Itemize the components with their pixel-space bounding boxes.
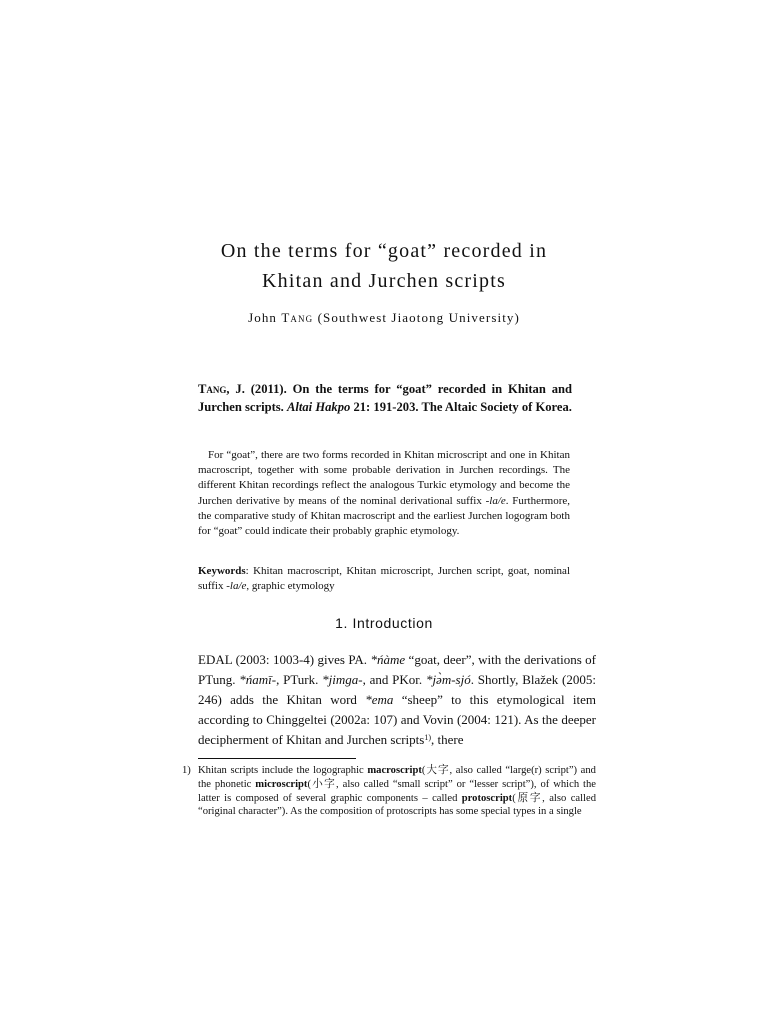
keywords-label: Keywords (198, 565, 246, 577)
abstract (198, 448, 570, 539)
footnote-text-3: (小字, also called “small script” or “lesser script”), of which the latter is composed of several graphic components – called (198, 778, 597, 804)
title-line-2: Khitan and Jurchen scripts (262, 270, 506, 292)
intro-form-2: *ńamī- (239, 672, 277, 687)
footnote-term-protoscript: protoscript (461, 792, 513, 804)
citation-author: Tang (198, 382, 227, 396)
intro-form-4: *jǝ̀m-sjó (425, 672, 471, 687)
keywords (198, 564, 570, 594)
footnote-number: 1) (182, 765, 191, 776)
intro-text-2: “goat, deer”, with the derivations of PTung. (198, 652, 596, 687)
citation-block (198, 380, 572, 416)
footnote-divider (198, 758, 356, 759)
author-last-name: Tang (281, 310, 314, 325)
citation-text: , J. (2011). On the terms for “goat” recorded in Khitan and Jurchen scripts. (198, 382, 572, 414)
author-line (150, 308, 618, 328)
keywords-list: : Khitan macroscript, Khitan microscript, Jurchen script, goat, nominal suffix (198, 565, 570, 593)
section-heading: 1. Introduction (335, 615, 433, 631)
intro-text-6: “sheep” to this etymological item according to Chinggeltei (2002a: 107) and Vovin (2004: 121). As the deeper decipherment of Khitan and Jurchen scripts (198, 692, 597, 747)
footnote (182, 764, 596, 819)
keywords-suffix: -la/e (226, 580, 247, 593)
abstract-text-1: For “goat”, there are two forms recorded in Khitan microscript and one in Khitan macroscript, together with some probable derivation in Jurchen recordings. The different Khitan recordings reflect the analogous Turkic etymology and become the Jurchen derivative by means of the nominal derivational suffix (198, 449, 570, 507)
author-affiliation: (Southwest Jiaotong University) (313, 310, 520, 325)
paper-title (150, 236, 618, 296)
footnote-text-1: Khitan scripts include the logographic (198, 765, 368, 776)
citation-journal: Altai Hakpo (286, 400, 351, 414)
citation-issue: 21: 191-203. The Altaic Society of Korea. (350, 400, 572, 414)
intro-form-5: *ema (365, 692, 394, 707)
abstract-text-2: . Furthermore, the comparative study of Khitan macroscript and the earliest Jurchen logogram both for “goat” could indicate their probably graphic etymology. (198, 494, 570, 538)
footnote-body (198, 764, 596, 819)
keywords-tail: , graphic etymology (246, 580, 335, 593)
title-line-1: On the terms for “goat” recorded in (220, 240, 548, 262)
intro-text-7: , there (431, 732, 464, 747)
footnote-term-microscript: microscript (255, 778, 308, 790)
footnote-term-macroscript: macroscript (367, 765, 422, 776)
footnote-text-2: (大字, also called “large(r) script”) and the phonetic (198, 765, 596, 790)
author-first-name: John (248, 310, 282, 325)
footnote-reference[interactable]: 1) (424, 733, 432, 742)
intro-text-4: , and PKor. (362, 672, 426, 687)
footnote-text-4: (原字, also called “original character”). As the composition of protoscripts has some special types in a single (198, 792, 596, 818)
abstract-suffix: -la/e (485, 494, 506, 507)
intro-form-3: *jimga- (322, 672, 363, 687)
intro-text-3: , PTurk. (276, 672, 323, 687)
intro-paragraph (198, 650, 596, 750)
intro-text-1: EDAL (2003: 1003-4) gives PA. (198, 652, 371, 667)
intro-text-5: . Shortly, Blažek (2005: 246) adds the Khitan word (198, 672, 596, 707)
intro-form-1: *ńàme (370, 652, 406, 667)
